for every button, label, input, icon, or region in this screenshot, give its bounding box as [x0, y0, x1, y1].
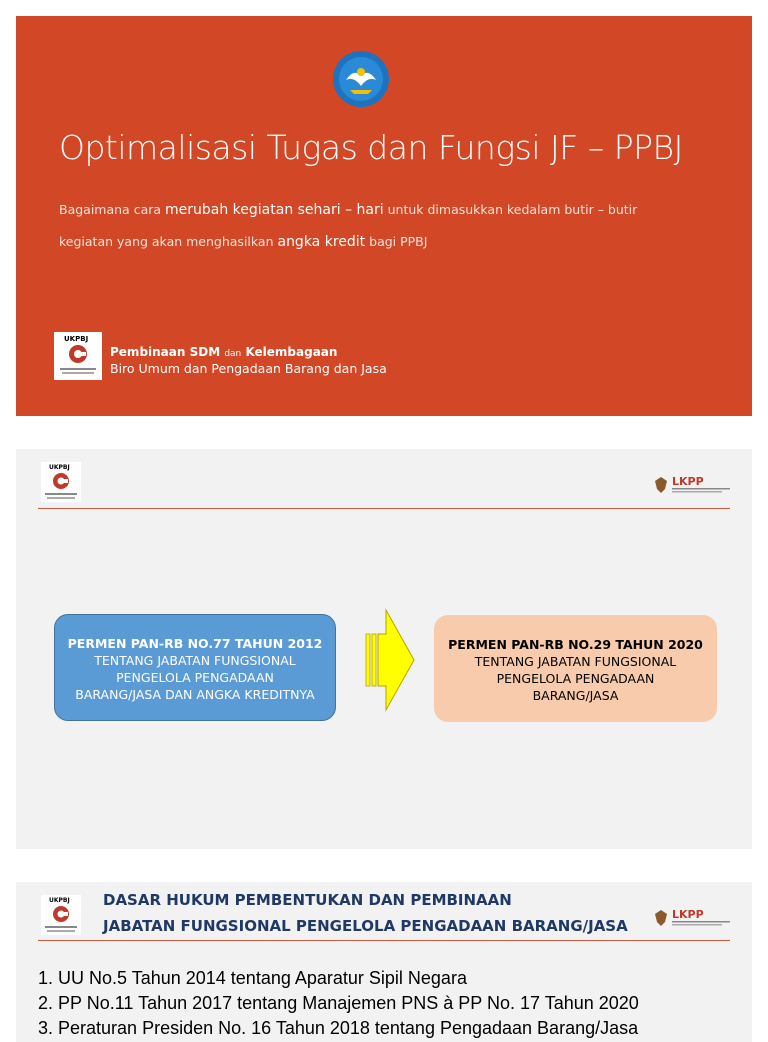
right-arrow-icon [364, 608, 416, 712]
slide-title: Optimalisasi Tugas dan Fungsi JF – PPBJ [59, 128, 683, 167]
subtitle-line-2: kegiatan yang akan menghasilkan angka kredit bagi PPBJ [59, 234, 428, 250]
regulation-change-slide [16, 449, 752, 849]
lkpp-logo [652, 473, 732, 497]
list-item: 1. UU No.5 Tahun 2014 tentang Aparatur Sipil Negara [38, 968, 467, 988]
list-item: 2. PP No.11 Tahun 2017 tentang Manajemen PNS à PP No. 17 Tahun 2020 [38, 993, 639, 1013]
legal-basis-list [38, 966, 748, 1041]
ukpbj-logo [41, 895, 81, 935]
org-name-line-1: Pembinaan SDM dan Kelembagaan [110, 345, 338, 359]
old-regulation-body-line: TENTANG JABATAN FUNGSIONAL [94, 653, 296, 668]
tut-wuri-handayani-emblem [332, 50, 390, 108]
org-name-line-2: Biro Umum dan Pengadaan Barang dan Jasa [110, 361, 387, 376]
svg-text:LKPP: LKPP [672, 475, 704, 488]
svg-text:UKPBJ: UKPBJ [49, 897, 70, 904]
new-regulation-box [434, 615, 717, 722]
svg-text:UKPBJ: UKPBJ [64, 335, 89, 343]
ukpbj-logo [41, 462, 81, 502]
lkpp-logo [652, 906, 732, 930]
ukpbj-logo [54, 332, 102, 380]
legal-basis-slide [16, 882, 752, 1042]
slide-title-line-1: DASAR HUKUM PEMBENTUKAN DAN PEMBINAAN [103, 891, 512, 909]
new-regulation-body-line: BARANG/JASA [532, 688, 619, 703]
header-divider [38, 508, 730, 509]
old-regulation-title: PERMEN PAN-RB NO.77 TAHUN 2012 [67, 636, 323, 651]
old-regulation-box [54, 614, 336, 721]
old-regulation-body-line: BARANG/JASA DAN ANGKA KREDITNYA [75, 687, 315, 702]
list-item: 3. Peraturan Presiden No. 16 Tahun 2018 tentang Pengadaan Barang/Jasa [38, 1018, 639, 1038]
old-regulation-body-line: PENGELOLA PENGADAAN [116, 670, 274, 685]
new-regulation-title: PERMEN PAN-RB NO.29 TAHUN 2020 [448, 637, 703, 652]
svg-text:UKPBJ: UKPBJ [49, 464, 70, 471]
header-divider [38, 940, 730, 941]
svg-text:LKPP: LKPP [672, 908, 704, 921]
slide-title-line-2: JABATAN FUNGSIONAL PENGELOLA PENGADAAN BARANG/JASA [103, 917, 628, 935]
new-regulation-body-line: PENGELOLA PENGADAAN [496, 671, 655, 686]
title-slide [16, 16, 752, 416]
subtitle-line-1: Bagaimana cara merubah kegiatan sehari – hari untuk dimasukkan kedalam butir – butir [59, 202, 638, 218]
new-regulation-body-line: TENTANG JABATAN FUNGSIONAL [474, 654, 677, 669]
